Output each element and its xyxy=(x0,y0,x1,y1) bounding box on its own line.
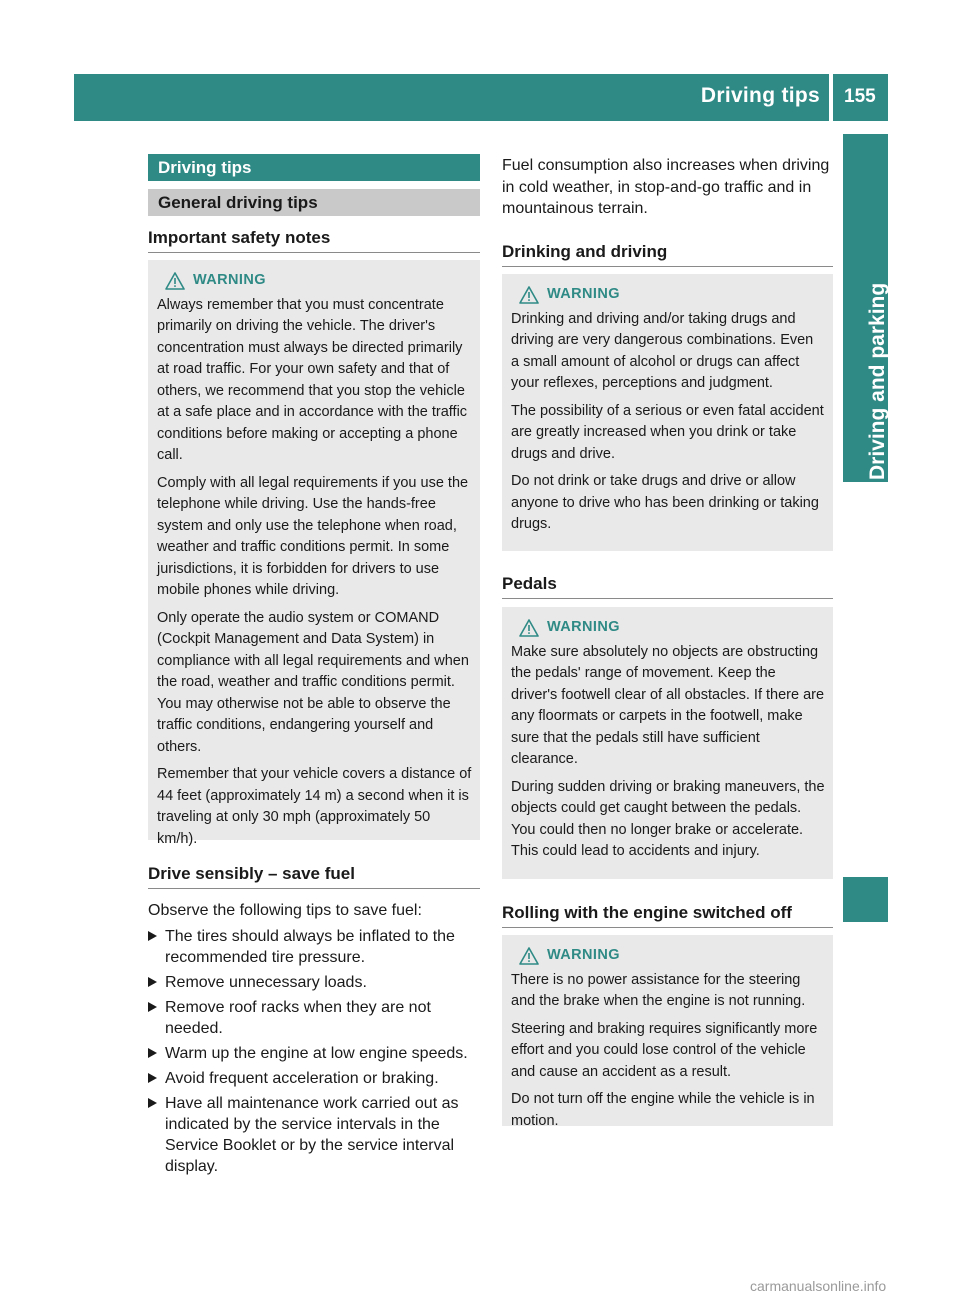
warning-paragraph: The possibility of a serious or even fatal accident are greatly increased when you drink or take drugs and drive. xyxy=(511,402,824,462)
list-item-text: Have all maintenance work carried out as indicated by the service intervals in the Service Booklet or by the service interval display. xyxy=(165,1095,459,1175)
warning-label: WARNING xyxy=(547,947,620,963)
fuel-tips-list xyxy=(148,926,482,1181)
warning-paragraph: Do not turn off the engine while the vehicle is in motion. xyxy=(511,1091,815,1129)
warning-paragraph: Only operate the audio system or COMAND (Cockpit Management and Data System) in compliance with all legal requirements and when the road, weather and traffic conditions permit. You may otherwise not be able to observe the traffic conditions, endangering yourself and others. xyxy=(157,609,469,755)
page-number: 155 xyxy=(844,86,876,107)
warning-triangle-icon xyxy=(519,947,539,965)
fuel-intro xyxy=(148,900,480,922)
warning-triangle-icon xyxy=(165,272,185,290)
warning-box-safety xyxy=(148,260,480,847)
warning-paragraph: Steering and braking requires significantly more effort and you could lose control of the vehicle and cause an accident as a result. xyxy=(511,1020,818,1080)
warning-box-pedals xyxy=(502,607,833,879)
arrow-right-icon xyxy=(148,1098,157,1108)
warning-triangle-icon xyxy=(519,619,539,637)
list-item-text: Warm up the engine at low engine speeds. xyxy=(165,1045,468,1062)
list-item xyxy=(148,926,482,968)
running-title: Driving tips xyxy=(700,84,820,107)
warning-paragraph: Always remember that you must concentrate primarily on driving the vehicle. The driver's concentration must always be directed primarily at road traffic. For your own safety and that of others, we recommend that you stop the vehicle at a safe place and in accordance with the traffic conditions before making or accepting a phone call. xyxy=(157,296,468,463)
warning-header xyxy=(519,284,825,306)
list-item xyxy=(148,972,482,993)
warning-triangle-icon xyxy=(519,286,539,304)
header-bar xyxy=(74,74,888,121)
warning-box-drinking xyxy=(502,274,833,551)
warning-box-rolling xyxy=(502,935,833,1129)
arrow-right-icon xyxy=(148,1048,157,1058)
list-item-text: Remove unnecessary loads. xyxy=(165,974,367,991)
arrow-right-icon xyxy=(148,931,157,941)
warning-paragraph: Remember that your vehicle covers a distance of 44 feet (approximately 14 m) a second when it is traveling at only 30 mph (approximately 50 km/h). xyxy=(157,766,472,847)
drinking-heading: Drinking and driving xyxy=(502,242,833,267)
watermark: carmanualsonline.info xyxy=(750,1278,887,1294)
fuel-heading: Drive sensibly – save fuel xyxy=(148,864,480,889)
list-item-text: The tires should always be inflated to the recommended tire pressure. xyxy=(165,928,455,966)
warning-label: WARNING xyxy=(547,286,620,302)
list-item xyxy=(148,997,482,1039)
arrow-right-icon xyxy=(148,1002,157,1012)
side-tab-label: Driving and parking xyxy=(866,282,889,480)
warning-paragraph: Make sure absolutely no objects are obstructing the pedals' range of movement. Keep the driver's footwell clear of all obstacles. If there are any floormats or carpets in the footwell, make sure that the pedals still have sufficient clearance. xyxy=(511,643,825,767)
safety-heading: Important safety notes xyxy=(148,228,480,253)
warning-label: WARNING xyxy=(193,272,266,288)
warning-header xyxy=(519,945,825,967)
warning-label: WARNING xyxy=(547,619,620,635)
warning-header xyxy=(519,617,825,639)
list-item xyxy=(148,1068,482,1089)
list-item-text: Remove roof racks when they are not needed. xyxy=(165,999,431,1037)
rolling-heading: Rolling with the engine switched off xyxy=(502,903,833,928)
arrow-right-icon xyxy=(148,977,157,987)
warning-paragraph: During sudden driving or braking maneuvers, the objects could get caught between the pedals. You could then no longer brake or accelerate. This could lead to accidents and injury. xyxy=(511,778,825,859)
header-divider xyxy=(829,74,833,121)
fuel-continued xyxy=(502,155,836,220)
fuel-continued-text: Fuel consumption also increases when driving in cold weather, in stop-and-go traffic and in mountainous terrain. xyxy=(502,157,830,217)
list-item-text: Avoid frequent acceleration or braking. xyxy=(165,1070,439,1087)
arrow-right-icon xyxy=(148,1073,157,1083)
list-item xyxy=(148,1093,482,1177)
warning-paragraph: Drinking and driving and/or taking drugs and driving are very dangerous combinations. Even a small amount of alcohol or drugs can affect your reflexes, perceptions and judgment. xyxy=(511,310,814,391)
side-marker xyxy=(843,877,888,922)
warning-paragraph: Do not drink or take drugs and drive or allow anyone to drive who has been drinking or taking drugs. xyxy=(511,473,819,532)
subsection-title: General driving tips xyxy=(148,189,480,216)
warning-header xyxy=(165,270,472,292)
section-title: Driving tips xyxy=(148,154,480,181)
warning-paragraph: There is no power assistance for the steering and the brake when the engine is not running. xyxy=(511,971,806,1009)
list-item xyxy=(148,1043,482,1064)
warning-paragraph: Comply with all legal requirements if you use the telephone while driving. Use the hands-free system and only use the telephone when road, weather and traffic conditions permit. In some jurisdictions, it is forbidden for drivers to use mobile phones while driving. xyxy=(157,474,469,598)
pedals-heading: Pedals xyxy=(502,574,833,599)
fuel-intro-text: Observe the following tips to save fuel: xyxy=(148,902,422,919)
